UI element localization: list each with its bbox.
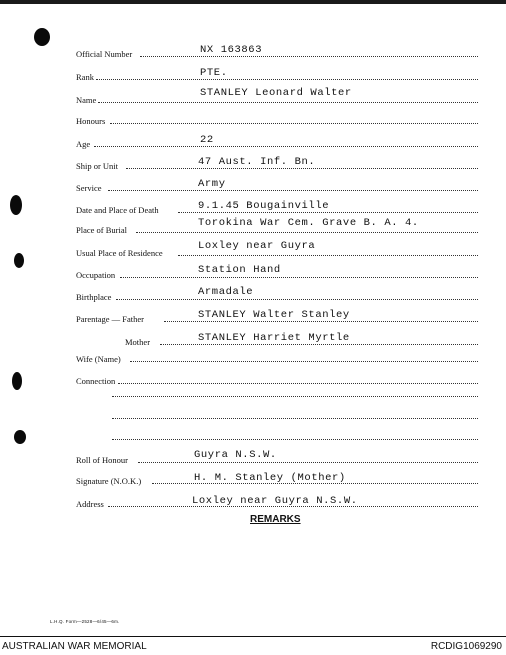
fill-line — [126, 168, 478, 169]
field-label: Birthplace — [76, 292, 112, 302]
form-print-code: L.H.Q. Form—2528—6/45—6m. — [50, 619, 120, 624]
fill-line — [112, 439, 478, 440]
field-value: Army — [198, 178, 226, 190]
field-value: Armadale — [198, 286, 254, 298]
field-value: Loxley near Guyra N.S.W. — [192, 495, 358, 507]
field-label: Mother — [125, 337, 151, 347]
field-label: Connection — [76, 376, 116, 386]
fill-line — [94, 146, 478, 147]
field-value: PTE. — [200, 67, 228, 79]
field-label: Date and Place of Death — [76, 205, 159, 215]
field-rank — [0, 64, 506, 82]
remarks-heading: REMARKS — [250, 514, 301, 525]
field-label: Rank — [76, 72, 94, 82]
fill-line — [108, 190, 478, 191]
connection-continuation — [0, 424, 506, 442]
field-age — [0, 131, 506, 149]
field-label: Name — [76, 95, 97, 105]
field-label: Occupation — [76, 270, 116, 280]
field-label: Parentage — Father — [76, 314, 144, 324]
fill-line — [96, 79, 478, 80]
field-birthplace — [0, 284, 506, 302]
field-signature-nok — [0, 468, 506, 486]
field-label: Place of Burial — [76, 225, 127, 235]
field-label: Service — [76, 183, 102, 193]
fill-line — [164, 321, 478, 322]
fill-line — [160, 344, 478, 345]
field-value: H. M. Stanley (Mother) — [194, 472, 346, 484]
field-label: Wife (Name) — [76, 354, 121, 364]
field-honours — [0, 108, 506, 126]
archive-name: AUSTRALIAN WAR MEMORIAL — [2, 641, 147, 652]
field-value: STANLEY Walter Stanley — [198, 309, 350, 321]
fill-line — [130, 361, 478, 362]
field-occupation — [0, 262, 506, 280]
fill-line — [120, 277, 478, 278]
field-father — [0, 306, 506, 324]
field-label: Ship or Unit — [76, 161, 119, 171]
scan-edge — [0, 0, 506, 4]
field-value: Guyra N.S.W. — [194, 449, 277, 461]
field-mother — [0, 329, 506, 347]
field-label: Signature (N.O.K.) — [76, 476, 142, 486]
fill-line — [98, 102, 478, 103]
fill-line — [178, 212, 478, 213]
field-date-place-of-death — [0, 197, 506, 215]
field-label: Roll of Honour — [76, 455, 128, 465]
field-official-number — [0, 41, 506, 59]
field-value: 47 Aust. Inf. Bn. — [198, 156, 316, 168]
field-roll-of-honour — [0, 447, 506, 465]
field-wife — [0, 346, 506, 364]
fill-line — [140, 56, 478, 57]
field-label: Honours — [76, 116, 106, 126]
fill-line — [116, 299, 478, 300]
fill-line — [112, 418, 478, 419]
field-address — [0, 491, 506, 509]
field-label: Age — [76, 139, 91, 149]
fill-line — [110, 123, 478, 124]
fill-line — [178, 255, 478, 256]
field-label: Address — [76, 499, 104, 509]
field-value: STANLEY Leonard Walter — [200, 87, 352, 99]
archive-footer — [0, 636, 506, 655]
field-value: Loxley near Guyra — [198, 240, 316, 252]
connection-continuation — [0, 381, 506, 399]
field-value: Torokina War Cem. Grave B. A. 4. — [198, 217, 419, 229]
field-place-of-burial — [0, 217, 506, 235]
archive-reference: RCDIG1069290 — [430, 641, 502, 652]
field-ship-or-unit — [0, 153, 506, 171]
field-name — [0, 87, 506, 105]
field-value: STANLEY Harriet Myrtle — [198, 332, 350, 344]
field-label: Usual Place of Residence — [76, 248, 163, 258]
field-label: Official Number — [76, 49, 133, 59]
fill-line — [112, 396, 478, 397]
fill-line — [136, 232, 478, 233]
field-value: NX 163863 — [200, 44, 263, 56]
field-value: 22 — [200, 134, 214, 146]
field-value: 9.1.45 Bougainville — [198, 200, 330, 212]
fill-line — [138, 462, 478, 463]
connection-continuation — [0, 403, 506, 421]
field-service — [0, 175, 506, 193]
field-usual-residence — [0, 240, 506, 258]
field-value: Station Hand — [198, 264, 281, 276]
